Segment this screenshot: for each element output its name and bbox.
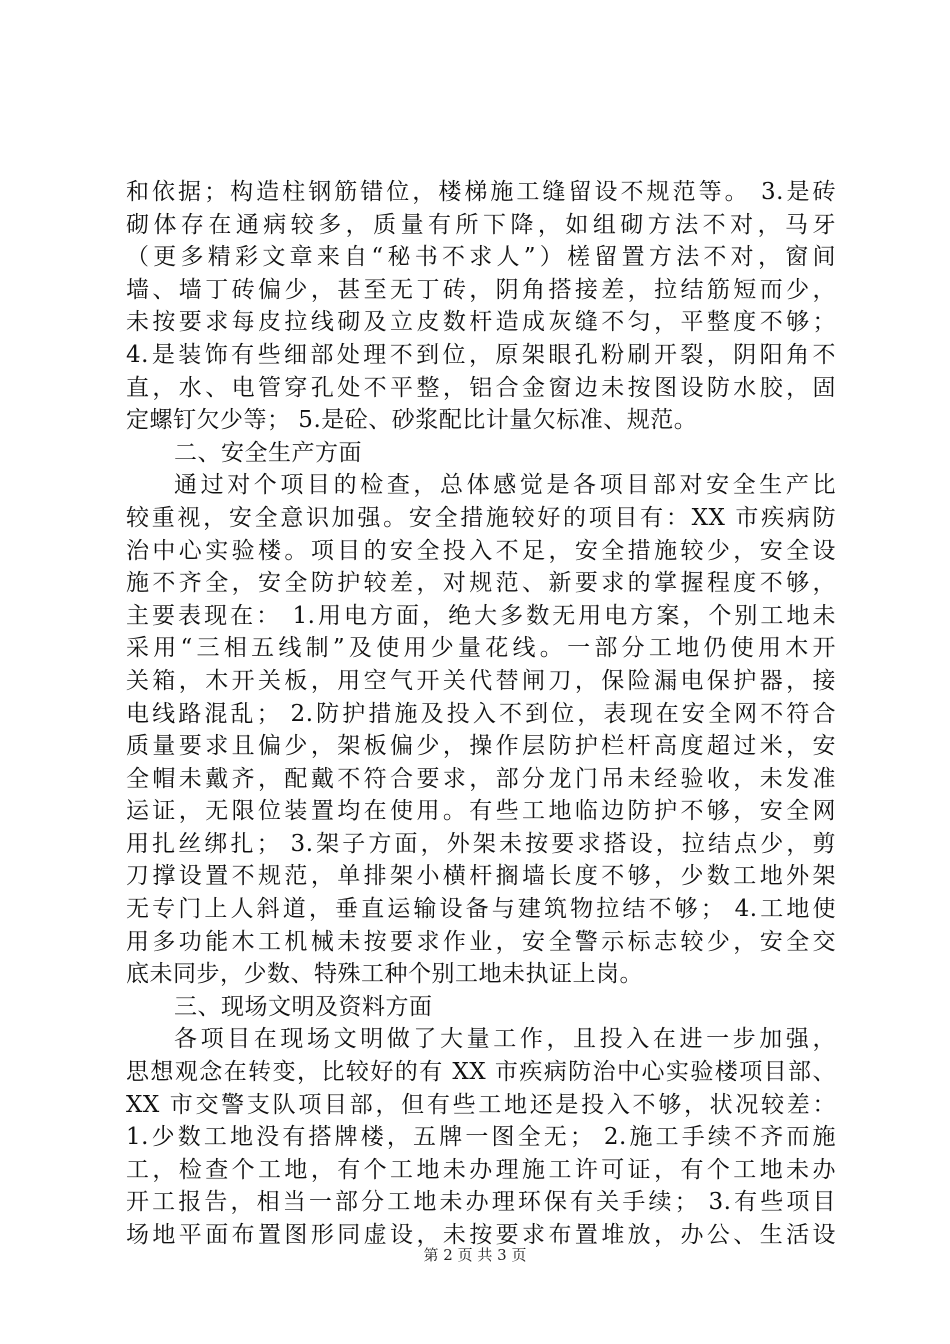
section-heading: 二、安全生产方面 <box>174 439 362 466</box>
text-line: 未按要求每皮拉线砌及立皮数杆造成灰缝不匀，平整度不够； <box>126 309 836 336</box>
paragraph-first-line: 通过对个项目的检查，总体感觉是各项目部对安全生产比 <box>174 472 836 499</box>
section-heading: 三、现场文明及资料方面 <box>174 993 433 1020</box>
text-line: 无专门上人斜道，垂直运输设备与建筑物拉结不够； 4.工地使 <box>126 896 836 923</box>
text-line: 底未同步，少数、特殊工种个别工地未执证上岗。 <box>126 961 643 988</box>
text-line: 治中心实验楼。项目的安全投入不足，安全措施较少，安全设 <box>126 537 836 564</box>
text-line: 全帽未戴齐，配戴不符合要求，部分龙门吊未经验收，未发准 <box>126 765 836 792</box>
text-line: 施不齐全，安全防护较差，对规范、新要求的掌握程度不够， <box>126 570 836 597</box>
text-line: （更多精彩文章来自“秘书不求人”）槎留置方法不对，窗间 <box>126 244 836 271</box>
text-line: 用多功能木工机械未按要求作业，安全警示标志较少，安全交 <box>126 928 836 955</box>
text-line: 场地平面布置图形同虚设，未按要求布置堆放，办公、生活设 <box>126 1222 836 1248</box>
text-line: 主要表现在： 1.用电方面，绝大多数无用电方案，个别工地未 <box>126 602 836 629</box>
text-line: 关箱，木开关板，用空气开关代替闸刀，保险漏电保护器，接 <box>126 667 836 694</box>
text-line: 和依据；构造柱钢筋错位，楼梯施工缝留设不规范等。 3.是砖 <box>126 179 836 205</box>
text-line: 用扎丝绑扎； 3.架子方面，外架未按要求搭设，拉结点少，剪 <box>126 830 836 857</box>
text-line: 思想观念在转变，比较好的有 XX 市疾病防治中心实验楼项目部、 <box>126 1059 836 1086</box>
text-line: 刀撑设置不规范，单排架小横杆搁墙长度不够，少数工地外架 <box>126 863 836 890</box>
text-line: 开工报告，相当一部分工地未办理环保有关手续； 3.有些项目 <box>126 1189 836 1216</box>
text-line: 1.少数工地没有搭牌楼，五牌一图全无； 2.施工手续不齐而施 <box>126 1124 836 1151</box>
text-line: 直，水、电管穿孔处不平整，铝合金窗边未按图设防水胶，固 <box>126 374 836 401</box>
page-number-label: 第 2 页 共 3 页 <box>423 1246 527 1264</box>
document-body <box>126 176 836 1252</box>
text-line: 采用“三相五线制”及使用少量花线。一部分工地仍使用木开 <box>126 635 836 662</box>
text-line: 运证，无限位装置均在使用。有些工地临边防护不够，安全网 <box>126 798 836 825</box>
text-line: 工，检查个工地，有个工地未办理施工许可证，有个工地未办 <box>126 1156 836 1183</box>
text-line: XX 市交警支队项目部，但有些工地还是投入不够，状况较差： <box>126 1091 836 1118</box>
text-line: 4.是装饰有些细部处理不到位，原架眼孔粉刷开裂，阴阳角不 <box>126 341 836 368</box>
text-line: 砌体存在通病较多，质量有所下降，如组砌方法不对，马牙 <box>126 211 836 238</box>
text-line: 定螺钉欠少等； 5.是砼、砂浆配比计量欠标准、规范。 <box>126 407 698 434</box>
page-footer <box>0 1244 950 1265</box>
paragraph-first-line: 各项目在现场文明做了大量工作，且投入在进一步加强， <box>174 1026 836 1053</box>
text-line: 墙、墙丁砖偏少，甚至无丁砖，阴角搭接差，拉结筋短而少， <box>126 276 836 303</box>
text-line: 电线路混乱； 2.防护措施及投入不到位，表现在安全网不符合 <box>126 700 836 727</box>
text-line: 质量要求且偏少，架板偏少，操作层防护栏杆高度超过米，安 <box>126 733 836 760</box>
text-line: 较重视，安全意识加强。安全措施较好的项目有：XX 市疾病防 <box>126 504 836 531</box>
